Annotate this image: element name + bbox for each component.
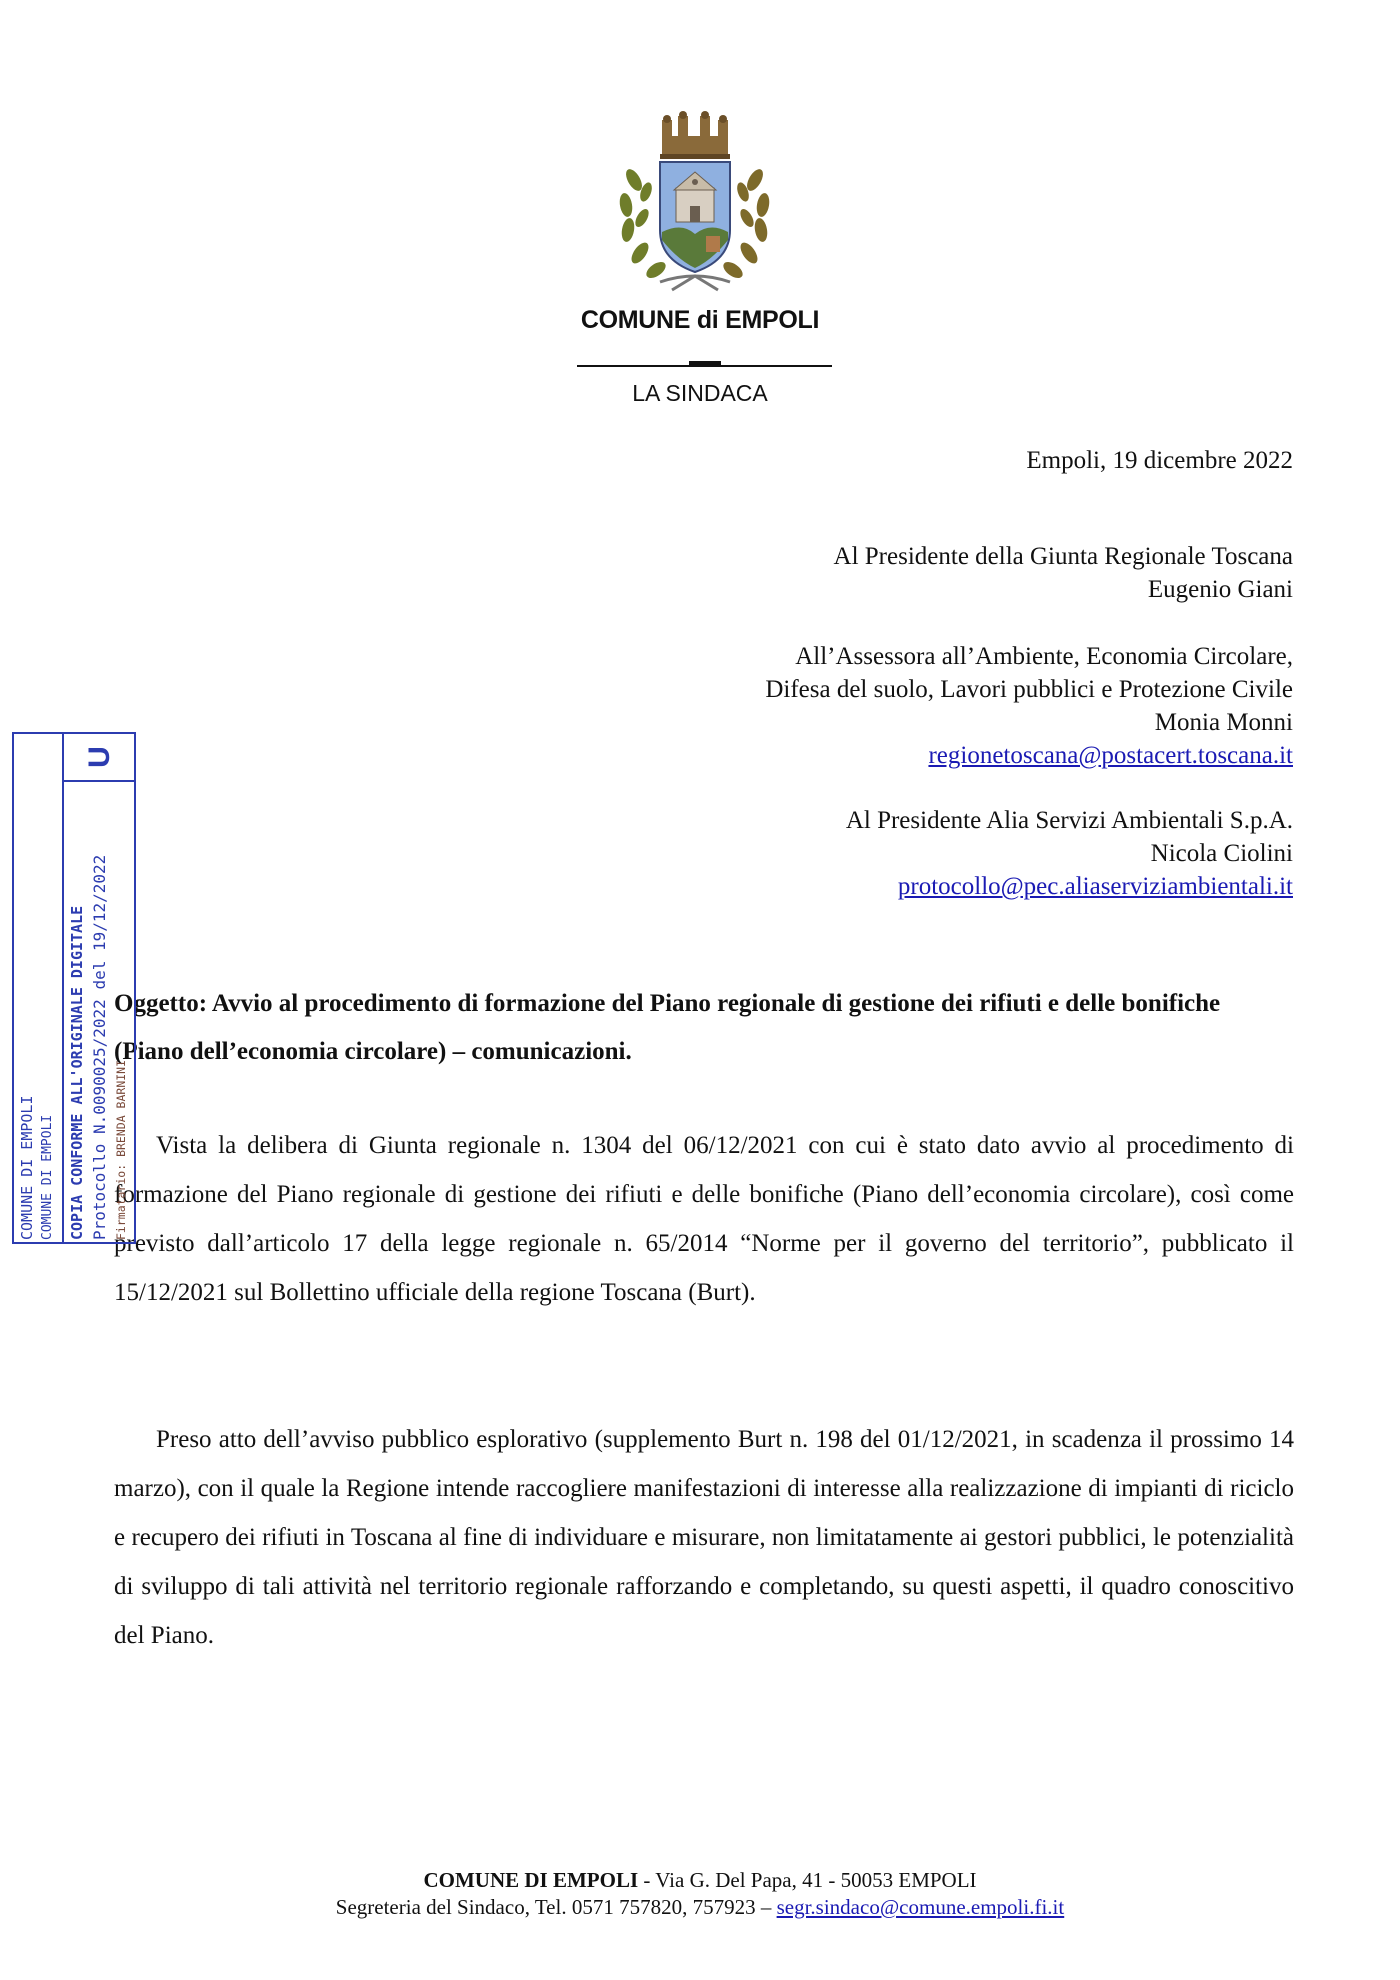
recipient-line: Monia Monni xyxy=(1154,709,1293,736)
stamp-org-line-2: COMUNE DI EMPOLI xyxy=(40,1114,55,1240)
footer-contacts xyxy=(0,1893,1400,1921)
letter-subject: Oggetto: Avvio al procedimento di formazione del Piano regionale di gestione dei rifiuti e delle bonifiche (Piano dell’economia circolare) – comunicazioni. xyxy=(114,990,1221,1065)
paragraph-text: Vista la delibera di Giunta regionale n. 1304 del 06/12/2021 con cui è stato dato avvio al procedimento di formazione del Piano regionale di gestione dei rifiuti e delle bonifiche (Piano dell’economia circolare), così come previsto dall’articolo 17 della legge regionale n. 65/2014 “Norme per il governo del territorio”, pubblicato il 15/12/2021 sul Bollettino ufficiale della regione Toscana (Burt). xyxy=(114,1132,1294,1306)
body-paragraph xyxy=(114,1415,1294,1660)
stamp-direction-letter: U xyxy=(82,746,116,768)
shield-icon xyxy=(660,162,730,272)
stamp-protocol-number: Protocollo N.0090025/2022 del 19/12/2022 xyxy=(90,854,109,1240)
recipient-line: Eugenio Giani xyxy=(1147,576,1293,603)
footer-email-link[interactable]: segr.sindaco@comune.empoli.fi.it xyxy=(776,1895,1065,1919)
recipient-line: Difesa del suolo, Lavori pubblici e Protezione Civile xyxy=(765,676,1293,703)
stamp-signatory: Firmatario: BRENDA BARNINI xyxy=(114,1059,128,1240)
recipient-block xyxy=(846,804,1293,903)
body-paragraph xyxy=(114,1121,1294,1317)
stamp-divider xyxy=(62,734,64,1242)
footer-contacts-text: Segreteria del Sindaco, Tel. 0571 757820, 757923 – xyxy=(335,1895,777,1919)
municipal-crest-icon xyxy=(612,110,777,300)
recipient-email-link[interactable]: regionetoscana@postacert.toscana.it xyxy=(928,742,1293,769)
recipient-line: Al Presidente della Giunta Regionale Toscana xyxy=(833,543,1293,570)
recipient-block xyxy=(834,540,1293,606)
header-divider-mark xyxy=(689,361,721,367)
ribbon-icon xyxy=(660,276,730,290)
org-role: LA SINDACA xyxy=(632,380,768,406)
footer-address xyxy=(0,1866,1400,1894)
crown-icon xyxy=(660,111,730,159)
recipient-line: Nicola Ciolini xyxy=(1150,840,1293,867)
recipient-line: All’Assessora all’Ambiente, Economia Circolare, xyxy=(795,643,1293,670)
recipient-email-link[interactable]: protocollo@pec.aliaserviziambientali.it xyxy=(897,873,1293,900)
recipient-block xyxy=(765,640,1293,772)
footer-address-text: - Via G. Del Papa, 41 - 50053 EMPOLI xyxy=(638,1868,977,1892)
stamp-certified-copy: COPIA CONFORME ALL'ORIGINALE DIGITALE xyxy=(68,905,86,1240)
org-name: COMUNE di EMPOLI xyxy=(580,306,820,334)
recipient-line: Al Presidente Alia Servizi Ambientali S.p.A. xyxy=(845,807,1293,834)
letter-date: Empoli, 19 dicembre 2022 xyxy=(1026,447,1293,474)
paragraph-text: Preso atto dell’avviso pubblico esplorativo (supplemento Burt n. 198 del 01/12/2021, in scadenza il prossimo 14 marzo), con il quale la Regione intende raccogliere manifestazioni di interesse alla realizzazione di impianti di riciclo e recupero dei rifiuti in Toscana al fine di individuare e misurare, non limitatamente ai gestori pubblici, le potenzialità di sviluppo di tali attività nel territorio regionale rafforzando e completando, su questi aspetti, il quadro conoscitivo del Piano. xyxy=(114,1426,1294,1649)
protocol-stamp xyxy=(12,732,136,1244)
stamp-direction-box xyxy=(64,734,136,782)
stamp-org-line: COMUNE DI EMPOLI xyxy=(18,1095,36,1240)
footer-org: COMUNE DI EMPOLI xyxy=(423,1868,639,1892)
